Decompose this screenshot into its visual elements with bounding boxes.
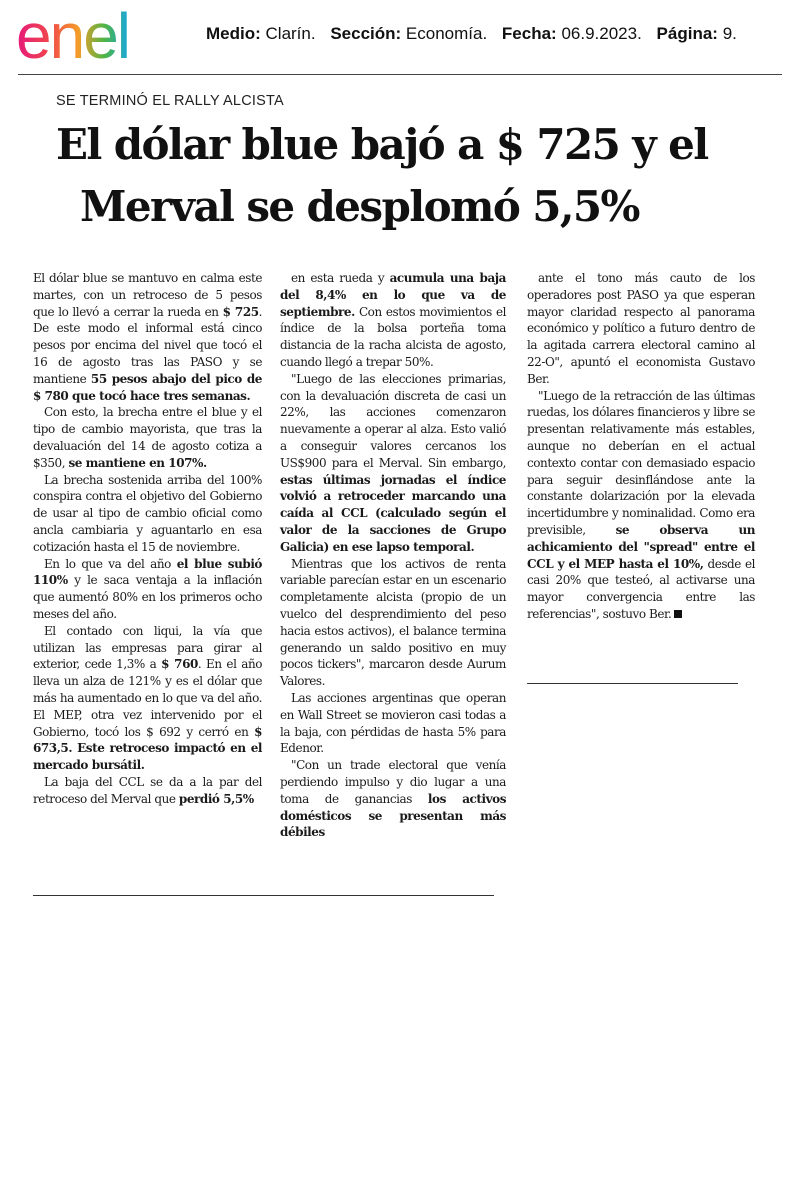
article-kicker: SE TERMINÓ EL RALLY ALCISTA (56, 93, 284, 109)
medio-label: Medio: (206, 24, 261, 43)
text-run: en esta rueda y (291, 271, 390, 285)
text-run: La baja del CCL se da a la par del retroceso del Merval que (33, 774, 262, 806)
press-clipping-metadata (206, 24, 737, 44)
bold-text-run: $ 673,5. Este retroceso impactó en el mercado bursátil. (33, 724, 262, 773)
article-paragraph (527, 388, 755, 623)
bold-text-run: estas últimas jornadas el índice volvió a retroceder marcando una caída al CCL (calculado según el valor de la sacciones de Grupo Galicia) en ese lapso temporal. (280, 472, 506, 554)
article-column-1 (33, 270, 262, 808)
column-end-divider (33, 895, 494, 896)
article-paragraph (33, 472, 262, 556)
article-paragraph (33, 404, 262, 471)
seccion-label: Sección: (330, 24, 402, 43)
text-run: "Con un trade electoral que venía perdiendo impulso y dio lugar a una toma de ganancias (280, 758, 506, 806)
article-paragraph (280, 690, 506, 757)
bold-text-run: se mantiene en 107%. (68, 455, 207, 470)
text-run: La brecha sostenida arriba del 100% conspira contra el objetivo del Gobierno de usar al tipo de cambio oficial como ancla cambiaria y aguantarlo en esa cotización hasta el 15 de noviembre. (33, 472, 262, 554)
text-run: En lo que va del año (44, 556, 177, 571)
header-divider (18, 74, 782, 75)
article-column-2 (280, 270, 506, 841)
article-paragraph (280, 270, 506, 371)
text-run: y le saca ventaja a la inflación que aumentó 80% en los primeros ocho meses del año. (33, 573, 262, 621)
article-end-divider (527, 683, 738, 684)
article-headline (56, 114, 756, 238)
end-of-article-mark (674, 610, 682, 618)
enel-logo (16, 6, 184, 68)
text-run: Mientras que los activos de renta variable parecían estar en un escenario completamente alcista (propio de un vuelco del desprendimiento del peso hacia estos activos), el balance termina generando un saldo positivo en muy pocos tickers", marcaron desde Aurum Valores. (280, 556, 506, 689)
text-run: desde el casi 20% que testeó, al activarse una mayor convergencia entre las referencias", sostuvo Ber. (527, 556, 755, 621)
fecha-label: Fecha: (501, 24, 557, 43)
text-run: Con esto, la brecha entre el blue y el tipo de cambio mayorista, que tras la devaluación del 14 de agosto cotiza a $350, (33, 405, 262, 470)
text-run: "Luego de la retracción de las últimas ruedas, los dólares financieros y libre se presentan relativamente más estables, aunque no deberían en el actual contexto contar con demasiado espacio para seguir desinflándose ante la constante dolarización por la elevada incertidumbre y nominalidad. Como era previsible, (527, 388, 755, 537)
text-run: "Luego de las elecciones primarias, con la devaluación discreta de casi un 22%, las acciones comenzaron nuevamente a operar al alza. Esto valió a conseguir valores cercanos los US$900 para el Merval. Sin embargo, (280, 371, 506, 470)
article-paragraph (33, 623, 262, 774)
text-run: Con estos movimientos el índice de la bolsa porteña toma distancia de la racha alcista de agosto, cuando llegó a trepar 50%. (280, 304, 506, 369)
bold-text-run: se observa un achicamiento del "spread" entre el CCL y el MEP hasta el 10%, (527, 522, 756, 571)
bold-text-run: perdió 5,5% (178, 791, 254, 806)
article-paragraph (33, 556, 262, 623)
bold-text-run: el blue subió 110% (33, 556, 262, 588)
bold-text-run: 55 pesos abajo del pico de $ 780 que tocó hace tres semanas. (33, 371, 262, 403)
medio-value: Clarín. (265, 24, 316, 43)
article-paragraph (33, 774, 262, 808)
text-run: El dólar blue se mantuvo en calma este martes, con un retroceso de 5 pesos que lo llevó a cerrar la rueda en (33, 271, 262, 319)
headline-line-2: Merval se desplomó 5,5% (80, 182, 639, 231)
seccion-value: Economía. (405, 24, 488, 43)
bold-text-run: $ 760 (161, 657, 198, 672)
enel-logo-wordmark: enel (16, 6, 129, 68)
pagina-label: Página: (656, 24, 718, 43)
text-run: . De este modo el informal está cinco pesos por encima del nivel que tocó el 16 de agosto tras las PASO y se mantiene (33, 304, 262, 386)
bold-text-run: $ 725 (222, 304, 259, 319)
bold-text-run: acumula una baja del 8,4% en lo que va de septiembre. (280, 271, 506, 319)
text-run: . En el año lleva un alza de 121% y es el dólar que más ha aumentado en lo que va del año. El MEP, otra vez intervenido por el Gobierno, tocó los $ 692 y cerró en (33, 657, 263, 739)
article-paragraph (280, 371, 506, 556)
article-paragraph (527, 270, 755, 388)
text-run: El contado con liqui, la vía que utilizan las empresas para girar al exterior, cede 1,3% a (33, 623, 262, 672)
text-run: Las acciones argentinas que operan en Wall Street se movieron casi todas a la baja, con pérdidas de hasta 5% para Edenor. (280, 690, 506, 756)
headline-line-1: El dólar blue bajó a $ 725 y el (56, 120, 708, 169)
article-paragraph (280, 556, 506, 690)
fecha-value: 06.9.2023. (561, 24, 642, 43)
text-run: ante el tono más cauto de los operadores post PASO ya que esperan mayor claridad respecto al panorama económico y político a futuro dentro de la agitada carrera electoral camino al 22-O", apuntó el economista Gustavo Ber. (527, 271, 755, 386)
bold-text-run: los activos domésticos se presentan más débiles (280, 791, 506, 840)
pagina-value: 9. (722, 24, 737, 43)
article-paragraph (33, 270, 262, 404)
article-column-3 (527, 270, 755, 623)
article-paragraph (280, 757, 506, 841)
